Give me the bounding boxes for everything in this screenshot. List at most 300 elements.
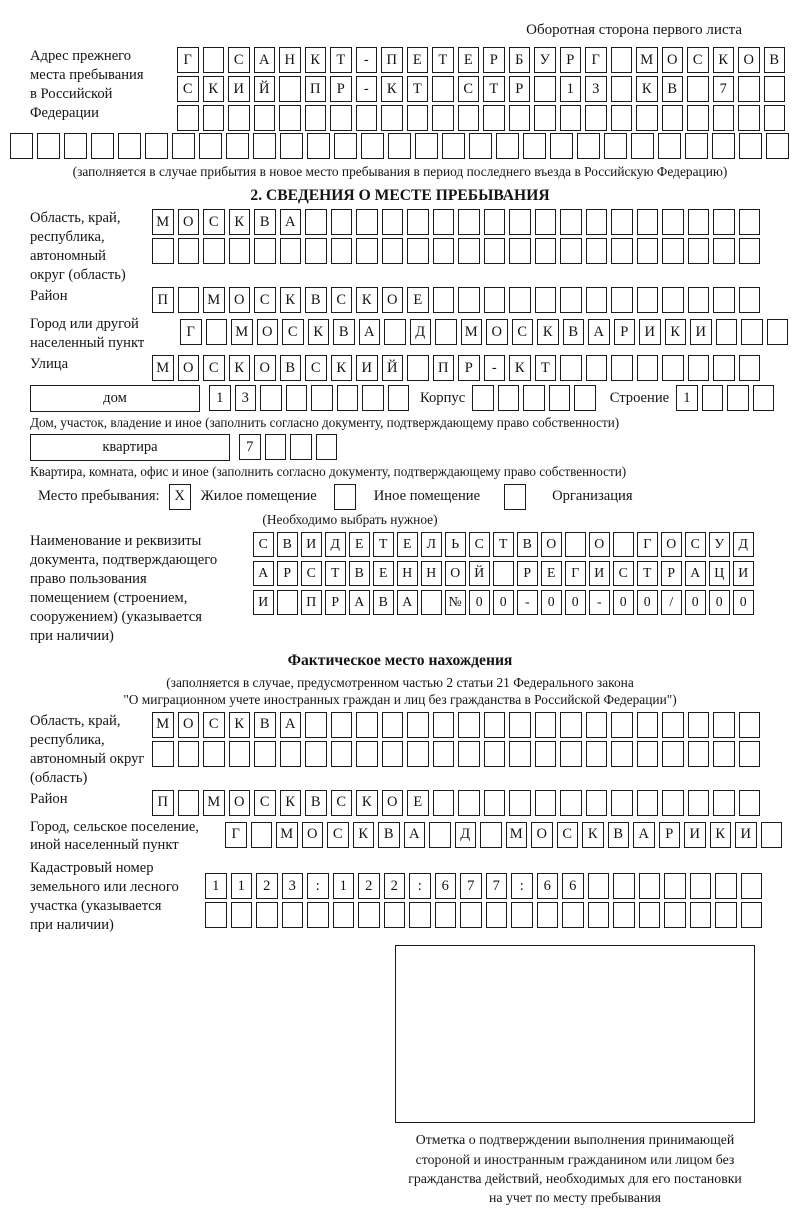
char-cell-empty[interactable] <box>484 712 506 738</box>
char-cell-empty[interactable] <box>331 209 353 235</box>
char-cell-empty[interactable] <box>229 238 251 264</box>
char-cell-filled[interactable]: К <box>710 822 732 848</box>
char-cell-empty[interactable] <box>280 741 302 767</box>
char-cell-empty[interactable] <box>560 209 582 235</box>
char-cell-empty[interactable] <box>586 355 608 381</box>
char-cell-filled[interactable]: : <box>511 873 533 899</box>
char-cell-empty[interactable] <box>433 209 455 235</box>
char-cell-filled[interactable]: Д <box>455 822 477 848</box>
char-cell-empty[interactable] <box>458 287 480 313</box>
char-cell-filled[interactable]: Н <box>421 561 442 586</box>
char-cell-empty[interactable] <box>384 902 406 928</box>
char-cell-empty[interactable] <box>741 319 763 345</box>
char-cell-filled[interactable]: 3 <box>585 76 607 102</box>
char-cell-empty[interactable] <box>741 902 763 928</box>
char-cell-filled[interactable]: Р <box>277 561 298 586</box>
char-cell-empty[interactable] <box>586 238 608 264</box>
char-cell-empty[interactable] <box>611 47 633 73</box>
char-cell-filled[interactable]: № <box>445 590 466 615</box>
char-cell-empty[interactable] <box>307 902 329 928</box>
char-cell-empty[interactable] <box>637 741 659 767</box>
char-cell-filled[interactable]: К <box>280 287 302 313</box>
char-cell-filled[interactable]: М <box>231 319 253 345</box>
org-checkbox[interactable] <box>504 484 526 510</box>
char-cell-empty[interactable] <box>739 238 761 264</box>
char-cell-filled[interactable]: М <box>636 47 658 73</box>
char-cell-filled[interactable]: В <box>254 712 276 738</box>
char-cell-empty[interactable] <box>203 47 225 73</box>
char-cell-empty[interactable] <box>331 741 353 767</box>
char-cell-filled[interactable]: А <box>685 561 706 586</box>
char-cell-filled[interactable]: М <box>152 355 174 381</box>
char-cell-filled[interactable]: Е <box>407 790 429 816</box>
char-cell-filled[interactable]: К <box>229 209 251 235</box>
char-cell-filled[interactable]: 7 <box>460 873 482 899</box>
char-cell-empty[interactable] <box>331 238 353 264</box>
char-cell-empty[interactable] <box>409 902 431 928</box>
char-cell-filled[interactable]: - <box>484 355 506 381</box>
char-cell-filled[interactable]: И <box>684 822 706 848</box>
char-cell-empty[interactable] <box>611 712 633 738</box>
char-cell-empty[interactable] <box>484 209 506 235</box>
char-cell-empty[interactable] <box>145 133 168 159</box>
char-cell-filled[interactable]: 0 <box>613 590 634 615</box>
char-cell-empty[interactable] <box>305 209 327 235</box>
char-cell-filled[interactable]: 0 <box>637 590 658 615</box>
char-cell-filled[interactable]: И <box>589 561 610 586</box>
char-cell-filled[interactable]: Б <box>509 47 531 73</box>
char-cell-empty[interactable] <box>228 105 250 131</box>
char-cell-filled[interactable]: Т <box>373 532 394 557</box>
char-cell-filled[interactable]: И <box>301 532 322 557</box>
char-cell-filled[interactable]: Е <box>541 561 562 586</box>
char-cell-filled[interactable]: О <box>541 532 562 557</box>
char-cell-empty[interactable] <box>286 385 308 411</box>
char-cell-empty[interactable] <box>472 385 494 411</box>
char-cell-filled[interactable]: 1 <box>676 385 698 411</box>
char-cell-empty[interactable] <box>739 741 761 767</box>
char-cell-empty[interactable] <box>613 902 635 928</box>
char-cell-empty[interactable] <box>560 741 582 767</box>
char-cell-empty[interactable] <box>712 133 735 159</box>
char-cell-empty[interactable] <box>407 105 429 131</box>
char-cell-filled[interactable]: С <box>327 822 349 848</box>
char-cell-empty[interactable] <box>498 385 520 411</box>
char-cell-empty[interactable] <box>10 133 33 159</box>
char-cell-empty[interactable] <box>407 741 429 767</box>
char-cell-empty[interactable] <box>738 76 760 102</box>
char-cell-filled[interactable]: С <box>203 712 225 738</box>
char-cell-empty[interactable] <box>435 319 457 345</box>
char-cell-empty[interactable] <box>458 741 480 767</box>
kvartira-name-box[interactable]: квартира <box>30 434 230 461</box>
char-cell-empty[interactable] <box>433 741 455 767</box>
char-cell-empty[interactable] <box>203 741 225 767</box>
char-cell-empty[interactable] <box>741 873 763 899</box>
char-cell-empty[interactable] <box>356 238 378 264</box>
char-cell-empty[interactable] <box>356 105 378 131</box>
char-cell-empty[interactable] <box>361 133 384 159</box>
char-cell-empty[interactable] <box>611 105 633 131</box>
char-cell-filled[interactable]: Т <box>325 561 346 586</box>
char-cell-empty[interactable] <box>305 238 327 264</box>
char-cell-empty[interactable] <box>484 741 506 767</box>
char-cell-empty[interactable] <box>639 873 661 899</box>
char-cell-empty[interactable] <box>716 319 738 345</box>
char-cell-empty[interactable] <box>37 133 60 159</box>
char-cell-filled[interactable]: В <box>277 532 298 557</box>
char-cell-empty[interactable] <box>637 712 659 738</box>
char-cell-empty[interactable] <box>356 741 378 767</box>
char-cell-filled[interactable]: Г <box>637 532 658 557</box>
char-cell-empty[interactable] <box>738 105 760 131</box>
char-cell-filled[interactable]: У <box>709 532 730 557</box>
char-cell-empty[interactable] <box>637 209 659 235</box>
char-cell-empty[interactable] <box>407 712 429 738</box>
char-cell-filled[interactable]: П <box>381 47 403 73</box>
char-cell-empty[interactable] <box>761 822 783 848</box>
char-cell-empty[interactable] <box>739 287 761 313</box>
char-cell-filled[interactable]: О <box>178 355 200 381</box>
char-cell-filled[interactable]: 2 <box>358 873 380 899</box>
char-cell-empty[interactable] <box>534 76 556 102</box>
char-cell-empty[interactable] <box>753 385 775 411</box>
char-cell-filled[interactable]: А <box>359 319 381 345</box>
char-cell-empty[interactable] <box>382 712 404 738</box>
char-cell-filled[interactable]: С <box>253 532 274 557</box>
char-cell-filled[interactable]: Г <box>225 822 247 848</box>
char-cell-empty[interactable] <box>484 238 506 264</box>
char-cell-filled[interactable]: И <box>639 319 661 345</box>
char-cell-empty[interactable] <box>307 133 330 159</box>
char-cell-empty[interactable] <box>586 790 608 816</box>
char-cell-empty[interactable] <box>226 133 249 159</box>
char-cell-empty[interactable] <box>586 287 608 313</box>
char-cell-filled[interactable]: С <box>458 76 480 102</box>
char-cell-empty[interactable] <box>231 902 253 928</box>
char-cell-empty[interactable] <box>509 238 531 264</box>
char-cell-empty[interactable] <box>664 902 686 928</box>
char-cell-empty[interactable] <box>662 355 684 381</box>
char-cell-filled[interactable]: К <box>665 319 687 345</box>
char-cell-filled[interactable]: К <box>582 822 604 848</box>
char-cell-empty[interactable] <box>560 105 582 131</box>
char-cell-empty[interactable] <box>433 790 455 816</box>
char-cell-empty[interactable] <box>511 902 533 928</box>
char-cell-filled[interactable]: - <box>589 590 610 615</box>
char-cell-empty[interactable] <box>172 133 195 159</box>
char-cell-filled[interactable]: К <box>229 712 251 738</box>
char-cell-filled[interactable]: О <box>486 319 508 345</box>
char-cell-filled[interactable]: В <box>305 287 327 313</box>
char-cell-empty[interactable] <box>280 133 303 159</box>
inoe-checkbox[interactable] <box>334 484 356 510</box>
char-cell-filled[interactable]: О <box>589 532 610 557</box>
char-cell-filled[interactable]: О <box>382 790 404 816</box>
char-cell-empty[interactable] <box>254 105 276 131</box>
char-cell-empty[interactable] <box>611 790 633 816</box>
char-cell-filled[interactable]: С <box>469 532 490 557</box>
char-cell-empty[interactable] <box>203 238 225 264</box>
char-cell-empty[interactable] <box>509 712 531 738</box>
char-cell-empty[interactable] <box>381 105 403 131</box>
char-cell-filled[interactable]: К <box>203 76 225 102</box>
char-cell-empty[interactable] <box>560 238 582 264</box>
char-cell-filled[interactable]: 3 <box>235 385 257 411</box>
char-cell-filled[interactable]: С <box>331 790 353 816</box>
char-cell-empty[interactable] <box>280 238 302 264</box>
char-cell-empty[interactable] <box>713 712 735 738</box>
char-cell-filled[interactable]: В <box>280 355 302 381</box>
char-cell-empty[interactable] <box>331 712 353 738</box>
char-cell-empty[interactable] <box>662 712 684 738</box>
char-cell-filled[interactable]: М <box>461 319 483 345</box>
char-cell-filled[interactable]: 7 <box>713 76 735 102</box>
char-cell-filled[interactable]: А <box>349 590 370 615</box>
char-cell-empty[interactable] <box>483 105 505 131</box>
char-cell-filled[interactable]: Т <box>407 76 429 102</box>
char-cell-empty[interactable] <box>458 209 480 235</box>
char-cell-empty[interactable] <box>432 105 454 131</box>
char-cell-filled[interactable]: Р <box>325 590 346 615</box>
char-cell-filled[interactable]: Й <box>254 76 276 102</box>
char-cell-empty[interactable] <box>637 790 659 816</box>
char-cell-empty[interactable] <box>739 209 761 235</box>
char-cell-filled[interactable]: О <box>178 712 200 738</box>
char-cell-filled[interactable]: 6 <box>562 873 584 899</box>
char-cell-filled[interactable]: С <box>203 209 225 235</box>
char-cell-empty[interactable] <box>509 790 531 816</box>
char-cell-empty[interactable] <box>537 902 559 928</box>
char-cell-empty[interactable] <box>442 133 465 159</box>
char-cell-empty[interactable] <box>493 561 514 586</box>
char-cell-empty[interactable] <box>509 105 531 131</box>
char-cell-empty[interactable] <box>713 355 735 381</box>
char-cell-filled[interactable]: 1 <box>205 873 227 899</box>
char-cell-empty[interactable] <box>432 76 454 102</box>
char-cell-filled[interactable]: - <box>356 47 378 73</box>
char-cell-filled[interactable]: В <box>764 47 786 73</box>
char-cell-filled[interactable]: Д <box>410 319 432 345</box>
char-cell-empty[interactable] <box>639 902 661 928</box>
char-cell-empty[interactable] <box>613 873 635 899</box>
char-cell-empty[interactable] <box>290 434 312 460</box>
char-cell-filled[interactable]: В <box>563 319 585 345</box>
char-cell-empty[interactable] <box>415 133 438 159</box>
char-cell-filled[interactable]: Е <box>407 47 429 73</box>
char-cell-filled[interactable]: / <box>661 590 682 615</box>
char-cell-empty[interactable] <box>421 590 442 615</box>
char-cell-filled[interactable]: : <box>307 873 329 899</box>
char-cell-filled[interactable]: В <box>378 822 400 848</box>
char-cell-filled[interactable]: И <box>690 319 712 345</box>
char-cell-empty[interactable] <box>64 133 87 159</box>
char-cell-empty[interactable] <box>713 105 735 131</box>
char-cell-empty[interactable] <box>739 790 761 816</box>
char-cell-filled[interactable]: 0 <box>733 590 754 615</box>
char-cell-filled[interactable]: К <box>636 76 658 102</box>
char-cell-empty[interactable] <box>460 902 482 928</box>
char-cell-filled[interactable]: С <box>254 287 276 313</box>
char-cell-empty[interactable] <box>764 105 786 131</box>
char-cell-empty[interactable] <box>429 822 451 848</box>
char-cell-empty[interactable] <box>535 209 557 235</box>
char-cell-empty[interactable] <box>407 238 429 264</box>
char-cell-empty[interactable] <box>330 105 352 131</box>
char-cell-empty[interactable] <box>523 385 545 411</box>
char-cell-filled[interactable]: 0 <box>565 590 586 615</box>
char-cell-filled[interactable]: В <box>517 532 538 557</box>
char-cell-empty[interactable] <box>713 790 735 816</box>
char-cell-empty[interactable] <box>118 133 141 159</box>
char-cell-empty[interactable] <box>574 385 596 411</box>
char-cell-filled[interactable]: В <box>608 822 630 848</box>
char-cell-filled[interactable]: О <box>229 287 251 313</box>
char-cell-filled[interactable]: А <box>404 822 426 848</box>
char-cell-filled[interactable]: С <box>177 76 199 102</box>
char-cell-filled[interactable]: С <box>331 287 353 313</box>
char-cell-filled[interactable]: О <box>302 822 324 848</box>
char-cell-filled[interactable]: П <box>152 790 174 816</box>
char-cell-empty[interactable] <box>356 712 378 738</box>
char-cell-filled[interactable]: К <box>356 287 378 313</box>
char-cell-empty[interactable] <box>637 355 659 381</box>
char-cell-empty[interactable] <box>254 741 276 767</box>
char-cell-empty[interactable] <box>382 209 404 235</box>
char-cell-empty[interactable] <box>611 287 633 313</box>
char-cell-filled[interactable]: Р <box>483 47 505 73</box>
char-cell-empty[interactable] <box>631 133 654 159</box>
char-cell-empty[interactable] <box>715 873 737 899</box>
char-cell-empty[interactable] <box>509 287 531 313</box>
char-cell-empty[interactable] <box>333 902 355 928</box>
char-cell-filled[interactable]: 6 <box>435 873 457 899</box>
char-cell-empty[interactable] <box>362 385 384 411</box>
char-cell-empty[interactable] <box>560 287 582 313</box>
char-cell-filled[interactable]: Н <box>397 561 418 586</box>
char-cell-filled[interactable]: П <box>301 590 322 615</box>
char-cell-filled[interactable]: 6 <box>537 873 559 899</box>
char-cell-filled[interactable]: 0 <box>469 590 490 615</box>
char-cell-filled[interactable]: П <box>305 76 327 102</box>
char-cell-empty[interactable] <box>690 873 712 899</box>
char-cell-empty[interactable] <box>767 319 789 345</box>
char-cell-empty[interactable] <box>251 822 273 848</box>
char-cell-filled[interactable]: Д <box>325 532 346 557</box>
char-cell-empty[interactable] <box>279 105 301 131</box>
char-cell-filled[interactable]: А <box>588 319 610 345</box>
char-cell-filled[interactable]: Т <box>637 561 658 586</box>
char-cell-filled[interactable]: О <box>445 561 466 586</box>
char-cell-empty[interactable] <box>562 902 584 928</box>
char-cell-filled[interactable]: Й <box>382 355 404 381</box>
char-cell-empty[interactable] <box>534 105 556 131</box>
char-cell-empty[interactable] <box>739 133 762 159</box>
char-cell-filled[interactable]: О <box>531 822 553 848</box>
char-cell-empty[interactable] <box>702 385 724 411</box>
char-cell-filled[interactable]: 0 <box>541 590 562 615</box>
char-cell-filled[interactable]: К <box>229 355 251 381</box>
char-cell-filled[interactable]: В <box>349 561 370 586</box>
char-cell-filled[interactable]: О <box>382 287 404 313</box>
char-cell-filled[interactable]: И <box>228 76 250 102</box>
char-cell-filled[interactable]: С <box>282 319 304 345</box>
char-cell-empty[interactable] <box>199 133 222 159</box>
char-cell-filled[interactable]: М <box>203 287 225 313</box>
char-cell-empty[interactable] <box>407 209 429 235</box>
char-cell-empty[interactable] <box>715 902 737 928</box>
char-cell-filled[interactable]: К <box>353 822 375 848</box>
char-cell-empty[interactable] <box>637 238 659 264</box>
char-cell-filled[interactable]: С <box>203 355 225 381</box>
char-cell-filled[interactable]: К <box>308 319 330 345</box>
char-cell-filled[interactable]: Т <box>535 355 557 381</box>
char-cell-filled[interactable]: Р <box>330 76 352 102</box>
char-cell-filled[interactable]: У <box>534 47 556 73</box>
char-cell-empty[interactable] <box>407 355 429 381</box>
char-cell-filled[interactable]: К <box>280 790 302 816</box>
char-cell-filled[interactable]: Г <box>177 47 199 73</box>
char-cell-filled[interactable]: М <box>203 790 225 816</box>
char-cell-filled[interactable]: 7 <box>486 873 508 899</box>
char-cell-empty[interactable] <box>535 712 557 738</box>
char-cell-filled[interactable]: Р <box>509 76 531 102</box>
char-cell-empty[interactable] <box>305 105 327 131</box>
char-cell-filled[interactable]: 0 <box>709 590 730 615</box>
char-cell-filled[interactable]: Е <box>373 561 394 586</box>
char-cell-empty[interactable] <box>658 133 681 159</box>
char-cell-empty[interactable] <box>484 287 506 313</box>
char-cell-filled[interactable]: Р <box>458 355 480 381</box>
char-cell-filled[interactable]: 2 <box>384 873 406 899</box>
char-cell-empty[interactable] <box>739 355 761 381</box>
char-cell-empty[interactable] <box>178 790 200 816</box>
char-cell-empty[interactable] <box>688 238 710 264</box>
char-cell-empty[interactable] <box>311 385 333 411</box>
char-cell-empty[interactable] <box>577 133 600 159</box>
char-cell-filled[interactable]: Р <box>560 47 582 73</box>
char-cell-filled[interactable]: К <box>305 47 327 73</box>
char-cell-filled[interactable]: Г <box>565 561 586 586</box>
char-cell-empty[interactable] <box>91 133 114 159</box>
char-cell-empty[interactable] <box>496 133 519 159</box>
char-cell-empty[interactable] <box>382 741 404 767</box>
char-cell-empty[interactable] <box>509 209 531 235</box>
char-cell-filled[interactable]: К <box>509 355 531 381</box>
char-cell-filled[interactable]: Е <box>407 287 429 313</box>
char-cell-filled[interactable]: Г <box>585 47 607 73</box>
char-cell-filled[interactable]: Н <box>279 47 301 73</box>
char-cell-empty[interactable] <box>458 238 480 264</box>
char-cell-empty[interactable] <box>206 319 228 345</box>
char-cell-filled[interactable]: М <box>152 712 174 738</box>
char-cell-filled[interactable]: О <box>178 209 200 235</box>
char-cell-filled[interactable]: А <box>397 590 418 615</box>
char-cell-filled[interactable]: А <box>633 822 655 848</box>
char-cell-empty[interactable] <box>205 902 227 928</box>
char-cell-filled[interactable]: О <box>257 319 279 345</box>
char-cell-empty[interactable] <box>766 133 789 159</box>
char-cell-filled[interactable]: О <box>738 47 760 73</box>
char-cell-empty[interactable] <box>662 741 684 767</box>
char-cell-empty[interactable] <box>458 105 480 131</box>
char-cell-empty[interactable] <box>565 532 586 557</box>
char-cell-empty[interactable] <box>535 287 557 313</box>
char-cell-filled[interactable]: - <box>356 76 378 102</box>
char-cell-empty[interactable] <box>203 105 225 131</box>
char-cell-empty[interactable] <box>433 238 455 264</box>
char-cell-filled[interactable]: Т <box>483 76 505 102</box>
